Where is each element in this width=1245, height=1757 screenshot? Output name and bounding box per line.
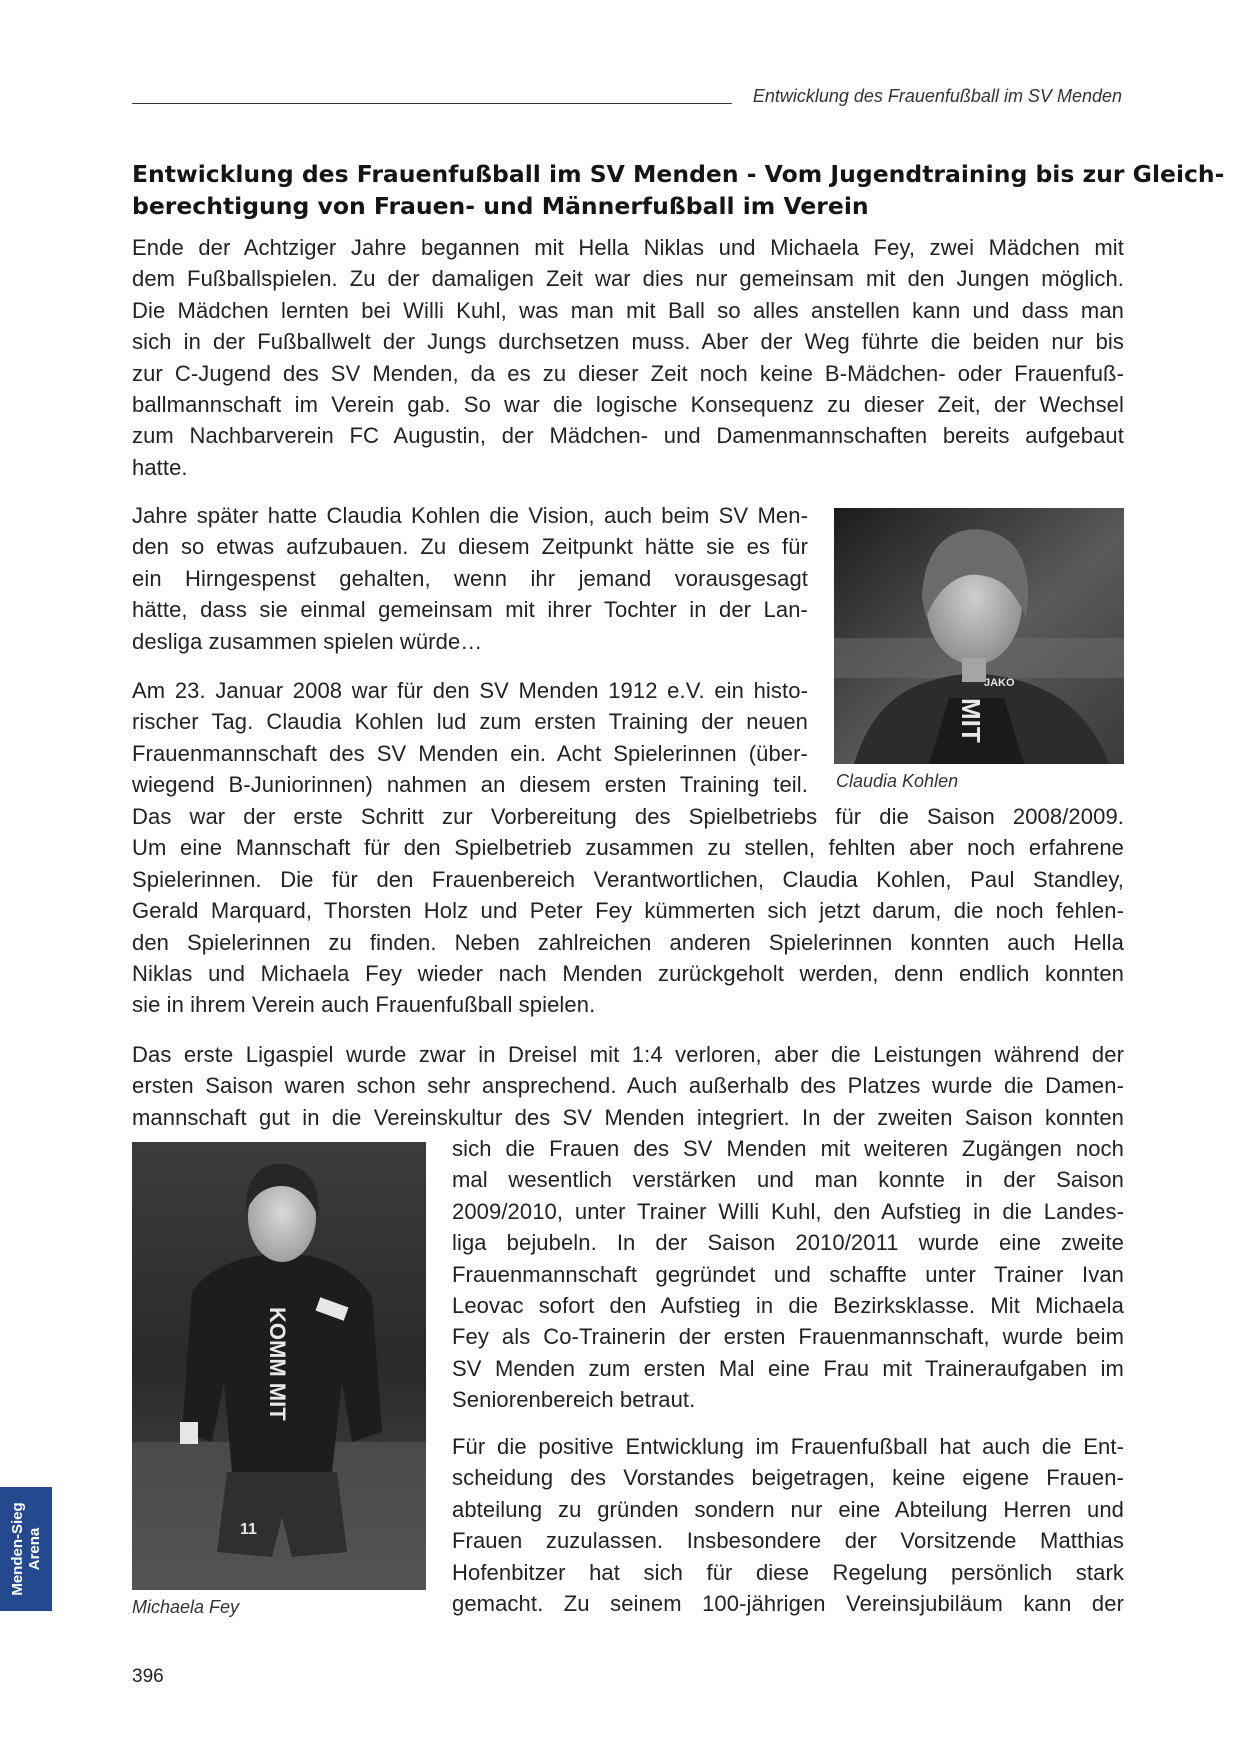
text-line: Am 23. Januar 2008 war für den SV Menden 1912 e.V. ein histo- — [132, 678, 808, 703]
jersey-number-text: 11 — [240, 1521, 257, 1538]
paragraph-first-training — [132, 675, 808, 801]
text-line: dem Fußballspielen. Zu der damaligen Zeit war dies nur gemeinsam mit den Jungen möglich. — [132, 266, 1124, 292]
page-number: 396 — [132, 1666, 164, 1687]
heading-line: Entwicklung des Frauenfußball im SV Menden - Vom Jugendtraining bis zur Gleich- — [132, 160, 1225, 188]
text-line: mal wesentlich verstärken und man konnte in der Saison — [452, 1167, 1124, 1193]
text-line: SV Menden zum ersten Mal eine Frau mit Traineraufgaben im — [452, 1355, 1124, 1381]
text-line: gemacht. Zu seinem 100-jährigen Vereinsjubiläum kann der — [452, 1591, 1124, 1617]
text-line: Niklas und Michaela Fey wieder nach Menden zurückgeholt werden, denn endlich konnten — [132, 961, 1124, 987]
jersey-sponsor-text: KOMM MIT — [265, 1307, 290, 1421]
heading-line: berechtigung von Frauen- und Männerfußball im Verein — [132, 192, 869, 220]
text-line: sie in ihrem Verein auch Frauenfußball spielen. — [132, 992, 596, 1018]
caption-claudia-kohlen: Claudia Kohlen — [836, 771, 959, 791]
text-line: rischer Tag. Claudia Kohlen lud zum ersten Training der neuen — [132, 709, 808, 735]
jersey-brand-text: JAKO — [984, 677, 1015, 689]
running-head-title: Entwicklung des Frauenfußball im SV Menden — [752, 86, 1122, 106]
text-line: sich die Frauen des SV Menden mit weiteren Zugängen noch — [452, 1136, 1124, 1161]
text-line: sich in der Fußballwelt der Jungs durchsetzen muss. Aber der Weg führte die beiden nur bis — [132, 329, 1124, 355]
text-line: Frauenmannschaft des SV Menden ein. Acht Spielerinnen (über- — [132, 740, 808, 766]
text-line: Um eine Mannschaft für den Spielbetrieb zusammen zu stellen, fehlten aber noch erfahrene — [132, 835, 1124, 861]
text-line: Die Mädchen lernten bei Willi Kuhl, was man mit Ball so alles anstellen kann und dass man — [132, 297, 1124, 323]
running-head — [132, 86, 1122, 110]
text-line: liga bejubeln. In der Saison 2010/2011 wurde eine zweite — [452, 1230, 1124, 1256]
text-line: Leovac sofort den Aufstieg in die Bezirksklasse. Mit Michaela — [452, 1293, 1124, 1319]
text-line: Fey als Co-Trainerin der ersten Frauenmannschaft, wurde beim — [452, 1324, 1124, 1350]
text-line: Für die positive Entwicklung im Frauenfußball hat auch die Ent- — [452, 1434, 1124, 1459]
text-line: mannschaft gut in die Vereinskultur des SV Menden integriert. In der zweiten Saison konnten — [132, 1104, 1124, 1130]
text-line: Ende der Achtziger Jahre begannen mit Hella Niklas und Michaela Fey, zwei Mädchen mit — [132, 235, 1124, 260]
photo-claudia-kohlen — [834, 508, 1124, 764]
text-line: ersten Saison waren schon sehr ansprechend. Auch außerhalb des Platzes wurde die Damen- — [132, 1073, 1124, 1099]
text-line: zur C-Jugend des SV Menden, da es zu dieser Zeit noch keine B-Mädchen- oder Frauenfuß- — [132, 360, 1124, 386]
text-line: hätte, dass sie einmal gemeinsam mit ihrer Tochter in der Lan- — [132, 597, 808, 623]
text-line: abteilung zu gründen sondern nur eine Abteilung Herren und — [452, 1496, 1124, 1522]
text-line: Gerald Marquard, Thorsten Holz und Peter Fey kümmerten sich jetzt darum, die noch fehlen- — [132, 898, 1124, 924]
text-line: ein Hirngespenst gehalten, wenn ihr jemand vorausgesagt — [132, 565, 808, 591]
photo-michaela-fey — [132, 1142, 426, 1590]
paragraph-first-training-cont — [132, 801, 1124, 1021]
text-line: Seniorenbereich betraut. — [452, 1387, 696, 1413]
section-side-tab — [0, 1487, 52, 1611]
text-line: Das erste Ligaspiel wurde zwar in Dreisel mit 1:4 verloren, aber die Leistungen während der — [132, 1042, 1124, 1067]
paragraph-vision — [132, 500, 808, 657]
text-line: Hofenbitzer hat sich für diese Regelung persönlich stark — [452, 1559, 1124, 1585]
text-line: ballmannschaft im Verein gab. So war die logische Konsequenz zu dieser Zeit, der Wechsel — [132, 392, 1124, 418]
text-line: Frauen zuzulassen. Insbesondere der Vorsitzende Matthias — [452, 1528, 1124, 1554]
text-line: den Spielerinnen zu finden. Neben zahlreichen anderen Spielerinnen konnten auch Hella — [132, 929, 1124, 955]
text-line: Spielerinnen. Die für den Frauenbereich Verantwortlichen, Claudia Kohlen, Paul Standley, — [132, 866, 1124, 892]
paragraph-first-season — [132, 1039, 1124, 1133]
jersey-sponsor-text: MIT — [956, 698, 986, 743]
text-line: 2009/2010, unter Trainer Willi Kuhl, den Aufstieg in die Landes- — [452, 1198, 1124, 1224]
text-line: desliga zusammen spielen würde… — [132, 628, 483, 654]
text-line: den so etwas aufzubauen. Zu diesem Zeitpunkt hätte sie es für — [132, 534, 808, 560]
section-side-tab-label — [9, 1489, 43, 1609]
photo-claudia-kohlen-image — [834, 508, 1124, 764]
paragraph-intro — [132, 232, 1124, 483]
photo-michaela-fey-image — [132, 1142, 426, 1590]
running-head-rule — [132, 103, 732, 104]
side-tab-line: Arena — [26, 1527, 43, 1571]
text-line: Jahre später hatte Claudia Kohlen die Vision, auch beim SV Men- — [132, 503, 808, 528]
paragraph-first-season-cont — [452, 1133, 1124, 1416]
text-line: Frauenmannschaft gegründet und schaffte unter Trainer Ivan — [452, 1261, 1124, 1287]
caption-michaela-fey: Michaela Fey — [132, 1597, 240, 1617]
article-heading — [132, 158, 1225, 222]
text-line: Das war der erste Schritt zur Vorbereitung des Spielbetriebs für die Saison 2008/2009. — [132, 804, 1124, 829]
text-line: wiegend B-Juniorinnen) nahmen an diesem ersten Training teil. — [132, 772, 808, 798]
text-line: scheidung des Vorstandes beigetragen, keine eigene Frauen- — [452, 1465, 1124, 1491]
text-line: zum Nachbarverein FC Augustin, der Mädchen- und Damenmannschaften bereits aufgebaut — [132, 423, 1124, 449]
paragraph-board-decision — [452, 1431, 1124, 1619]
side-tab-line: Menden-Sieg — [9, 1502, 26, 1596]
text-line: hatte. — [132, 454, 188, 480]
